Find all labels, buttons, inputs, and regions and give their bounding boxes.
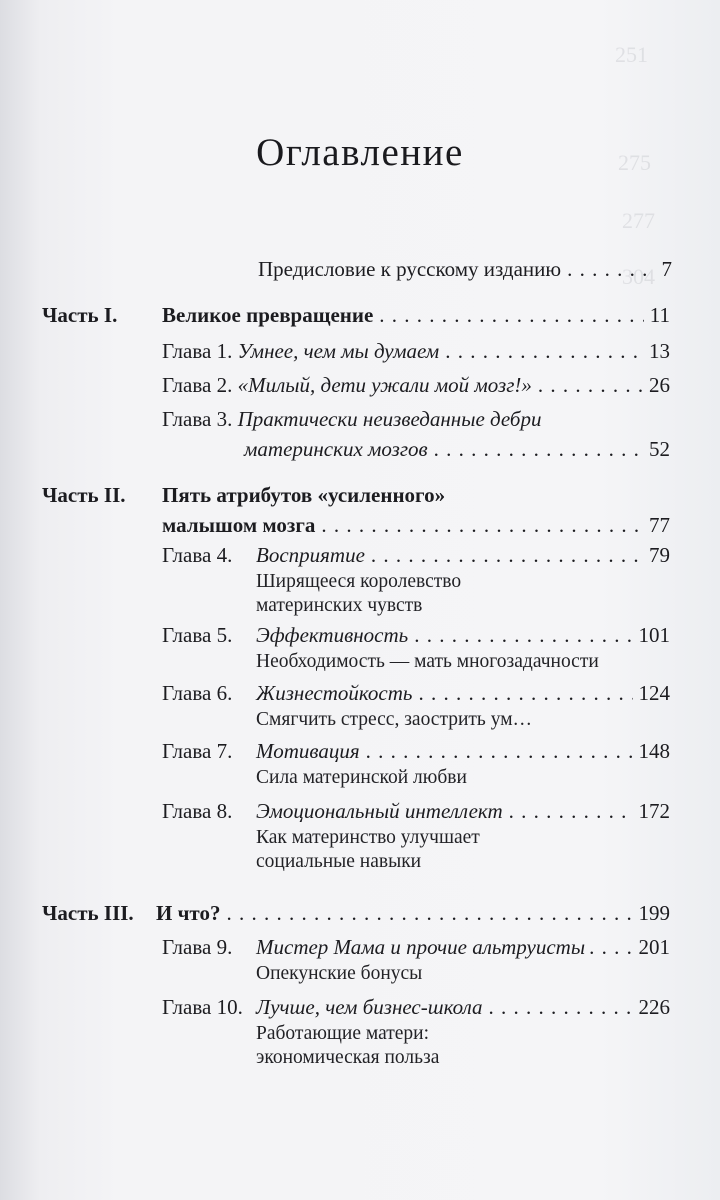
- part-title-cont: малышом мозга: [162, 513, 316, 537]
- chapter-title: Эмоциональный интеллект: [256, 799, 503, 823]
- leader-dots: [371, 542, 643, 568]
- page-number: 201: [638, 935, 670, 959]
- toc-entry-part-1[interactable]: [162, 302, 670, 328]
- chapter-subtitle: Ширящееся королевство: [256, 571, 462, 592]
- toc-entry-part-2[interactable]: [162, 482, 670, 538]
- toc-entry-chapter-4[interactable]: [162, 542, 670, 568]
- chapter-title: «Милый, дети ужали мой мозг!»: [237, 373, 532, 397]
- chapter-title: Восприятие: [256, 543, 365, 567]
- page-number: 52: [649, 437, 670, 461]
- leader-dots: [589, 934, 634, 960]
- bleed-through-number: 251: [615, 42, 648, 67]
- part-label: Часть I.: [42, 303, 118, 327]
- chapter-label: Глава 10.: [162, 995, 243, 1019]
- leader-dots: [509, 798, 633, 824]
- leader-dots: [379, 302, 643, 328]
- leader-dots: [321, 512, 643, 538]
- chapter-label: Глава 7.: [162, 739, 233, 763]
- chapter-title-cont: материнских мозгов: [244, 437, 428, 461]
- toc-entry-chapter-6[interactable]: [162, 680, 670, 706]
- chapter-label: Глава 2.: [162, 373, 233, 397]
- chapter-subtitle: Смягчить стресс, заострить ум…: [256, 709, 533, 730]
- toc-entry-chapter-9[interactable]: [162, 934, 670, 960]
- chapter-title: Мотивация: [256, 739, 360, 763]
- chapter-title: Лучше, чем бизнес-школа: [256, 995, 483, 1019]
- chapter-label: Глава 1.: [162, 339, 233, 363]
- part-title: Великое превращение: [162, 303, 374, 327]
- bleed-through-number: 275: [618, 150, 651, 175]
- leader-dots: [445, 338, 643, 364]
- chapter-title: Практически неизведанные дебри: [237, 407, 542, 431]
- page-number: 7: [661, 257, 672, 281]
- chapter-subtitle: Сила материнской любви: [256, 767, 467, 788]
- chapter-subtitle: Необходимость — мать многозадачности: [256, 651, 599, 672]
- chapter-subtitle: социальные навыки: [256, 851, 422, 872]
- chapter-label: Глава 8.: [162, 799, 233, 823]
- page-title: Оглавление: [256, 131, 464, 174]
- page-number: 226: [638, 995, 670, 1019]
- chapter-subtitle: материнских чувств: [256, 595, 423, 616]
- toc-entry-chapter-1[interactable]: [162, 338, 670, 364]
- part-title: И что?: [156, 901, 221, 925]
- leader-dots: [567, 256, 655, 282]
- toc-entry-chapter-7[interactable]: [162, 738, 670, 764]
- leader-dots: [418, 680, 632, 706]
- chapter-label: Глава 6.: [162, 681, 233, 705]
- chapter-title: Мистер Мама и прочие альтруисты: [256, 935, 586, 959]
- toc-entry-preface[interactable]: [258, 256, 672, 282]
- chapter-label: Глава 3.: [162, 407, 233, 431]
- chapter-label: Глава 5.: [162, 623, 233, 647]
- leader-dots: [226, 900, 632, 926]
- chapter-subtitle: Опекунские бонусы: [256, 963, 423, 984]
- chapter-title: Жизнестойкость: [256, 681, 413, 705]
- preface-title: Предисловие к русскому изданию: [258, 257, 562, 281]
- leader-dots: [434, 436, 643, 462]
- chapter-subtitle: Как материнство улучшает: [256, 827, 480, 848]
- chapter-title: Эффективность: [256, 623, 409, 647]
- part-title: Пять атрибутов «усиленного»: [162, 483, 446, 507]
- leader-dots: [414, 622, 632, 648]
- chapter-title: Умнее, чем мы думаем: [237, 339, 440, 363]
- toc-entry-chapter-3[interactable]: [162, 406, 670, 462]
- bleed-through-number: 304: [622, 264, 655, 289]
- page-number: 199: [638, 901, 670, 925]
- toc-entry-chapter-8[interactable]: [162, 798, 670, 824]
- page-number: 101: [638, 623, 670, 647]
- page-number: 148: [638, 739, 670, 763]
- chapter-label: Глава 4.: [162, 543, 233, 567]
- page-number: 79: [649, 543, 670, 567]
- chapter-subtitle: экономическая польза: [256, 1047, 440, 1068]
- toc-entry-chapter-2[interactable]: [162, 372, 670, 398]
- toc-entry-chapter-5[interactable]: [162, 622, 670, 648]
- page-number: 77: [649, 513, 670, 537]
- page-number: 13: [649, 339, 670, 363]
- chapter-subtitle: Работающие матери:: [256, 1023, 430, 1044]
- toc-entry-chapter-10[interactable]: [162, 994, 670, 1020]
- page-number: 26: [649, 373, 670, 397]
- leader-dots: [489, 994, 633, 1020]
- chapter-label: Глава 9.: [162, 935, 233, 959]
- part-label: Часть III.: [42, 901, 134, 925]
- leader-dots: [366, 738, 633, 764]
- page-number: 124: [638, 681, 670, 705]
- page-number: 172: [638, 799, 670, 823]
- toc-entry-part-3[interactable]: [156, 900, 670, 926]
- page-number: 11: [649, 303, 670, 327]
- part-label: Часть II.: [42, 483, 126, 507]
- bleed-through-number: 277: [622, 208, 655, 233]
- leader-dots: [538, 372, 643, 398]
